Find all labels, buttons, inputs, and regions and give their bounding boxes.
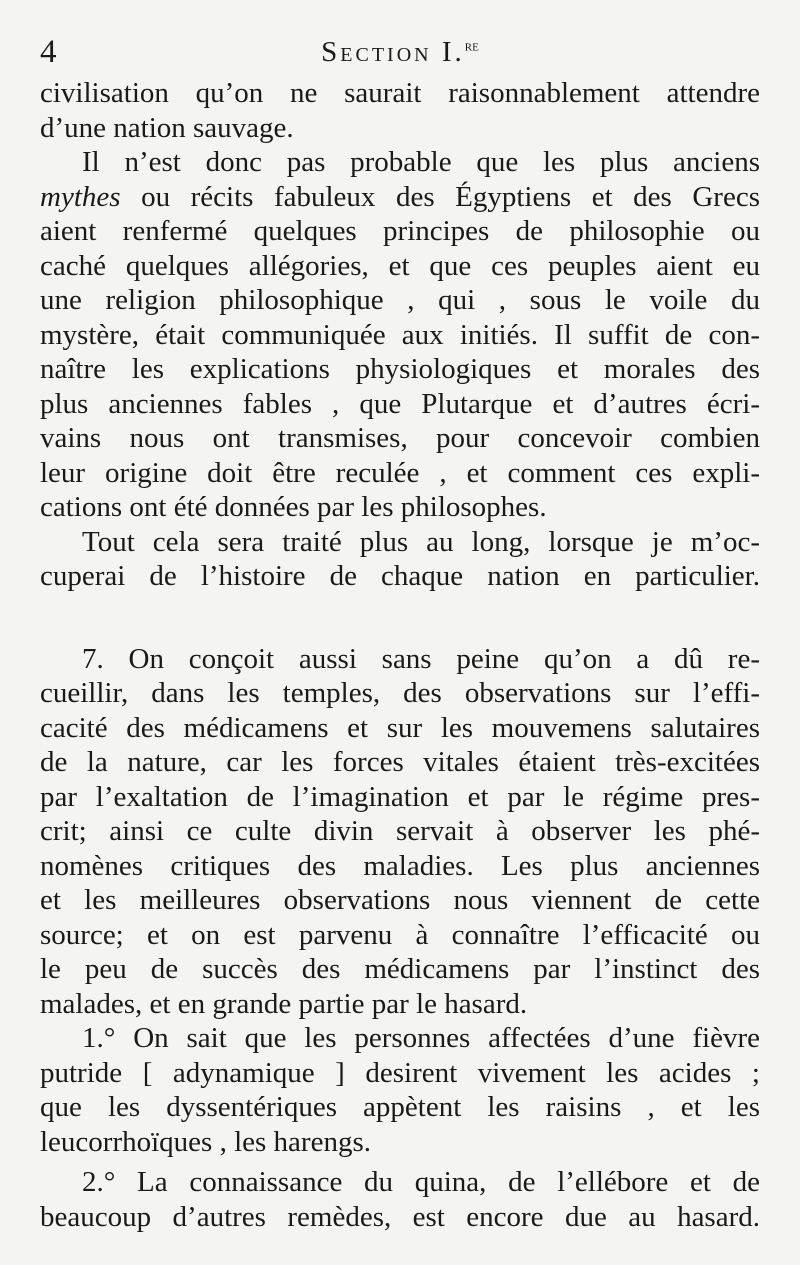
body-text	[40, 76, 760, 1234]
text-line: vains nous ont transmises, pour concevoir combien	[40, 422, 760, 454]
text-line: et les meilleures observations nous viennent de cette	[40, 884, 760, 916]
text-line: civilisation qu’on ne saurait raisonnablement attendre	[40, 77, 760, 109]
text-line: par l’exaltation de l’imagination et par le régime pres-	[40, 780, 760, 813]
text-line: de la nature, car les forces vitales étaient très-excitées	[40, 746, 760, 778]
text-line: mystère, était communiquée aux initiés. Il suffit de con-	[40, 318, 760, 351]
running-head-text: Section I.	[321, 36, 465, 68]
text-line: le peu de succès des médicamens par l’instinct des	[40, 953, 760, 985]
running-head	[40, 36, 760, 69]
text-line: caché quelques allégories, et que ces peuples aient eu	[40, 249, 760, 282]
text-line: beaucoup d’autres remèdes, est encore due au hasard.	[40, 1200, 760, 1233]
text-line: cacité des médicamens et sur les mouvemens salutaires	[40, 711, 760, 744]
text-line: 1.° On sait que les personnes affectées d’une fièvre	[82, 1022, 760, 1054]
text-line: source; et on est parvenu à connaître l’efficacité ou	[40, 918, 760, 951]
text-line: leur origine doit être reculée , et comment ces expli-	[40, 456, 760, 489]
text-line: Il n’est donc pas probable que les plus anciens	[82, 146, 760, 178]
text-line: nomènes critiques des maladies. Les plus anciennes	[40, 849, 760, 882]
text-line: que les dyssentériques appètent les raisins , et les	[40, 1091, 760, 1123]
text-line: crit; ainsi ce culte divin servait à observer les phé-	[40, 815, 760, 847]
text-line: 2.° La connaissance du quina, de l’ellébore et de	[82, 1166, 760, 1198]
text-line: leucorrhoïques , les harengs.	[40, 1125, 371, 1158]
italic-term: mythes	[40, 180, 121, 213]
text-line: d’une nation sauvage.	[40, 111, 294, 144]
page-number: 4	[40, 34, 57, 70]
text-line: putride [ adynamique ] desirent vivement les acides ;	[40, 1056, 760, 1089]
text-line: Tout cela sera traité plus au long, lorsque je m’oc-	[82, 525, 760, 558]
text-line	[40, 180, 760, 215]
text-line: cueillir, dans les temples, des observations sur l’effi-	[40, 677, 760, 709]
text-line: aient renfermé quelques principes de philosophie ou	[40, 215, 760, 247]
text-line: 7. On conçoit aussi sans peine qu’on a dû re-	[82, 642, 760, 675]
running-head-superscript: re	[464, 37, 479, 55]
section-gap	[40, 594, 760, 642]
page-header	[40, 34, 760, 78]
text-line: cuperai de l’histoire de chaque nation en particulier.	[40, 560, 760, 592]
text-line: naître les explications physiologiques et morales des	[40, 353, 760, 385]
text-line: une religion philosophique , qui , sous le voile du	[40, 284, 760, 316]
text-line: malades, et en grande partie par le hasard.	[40, 987, 528, 1020]
text-line: cations ont été données par les philosophes.	[40, 491, 547, 523]
text-line: plus anciennes fables , que Plutarque et d’autres écri-	[40, 387, 760, 420]
text-line-rest: ou récits fabuleux des Égyptiens et des Grecs	[141, 180, 760, 213]
